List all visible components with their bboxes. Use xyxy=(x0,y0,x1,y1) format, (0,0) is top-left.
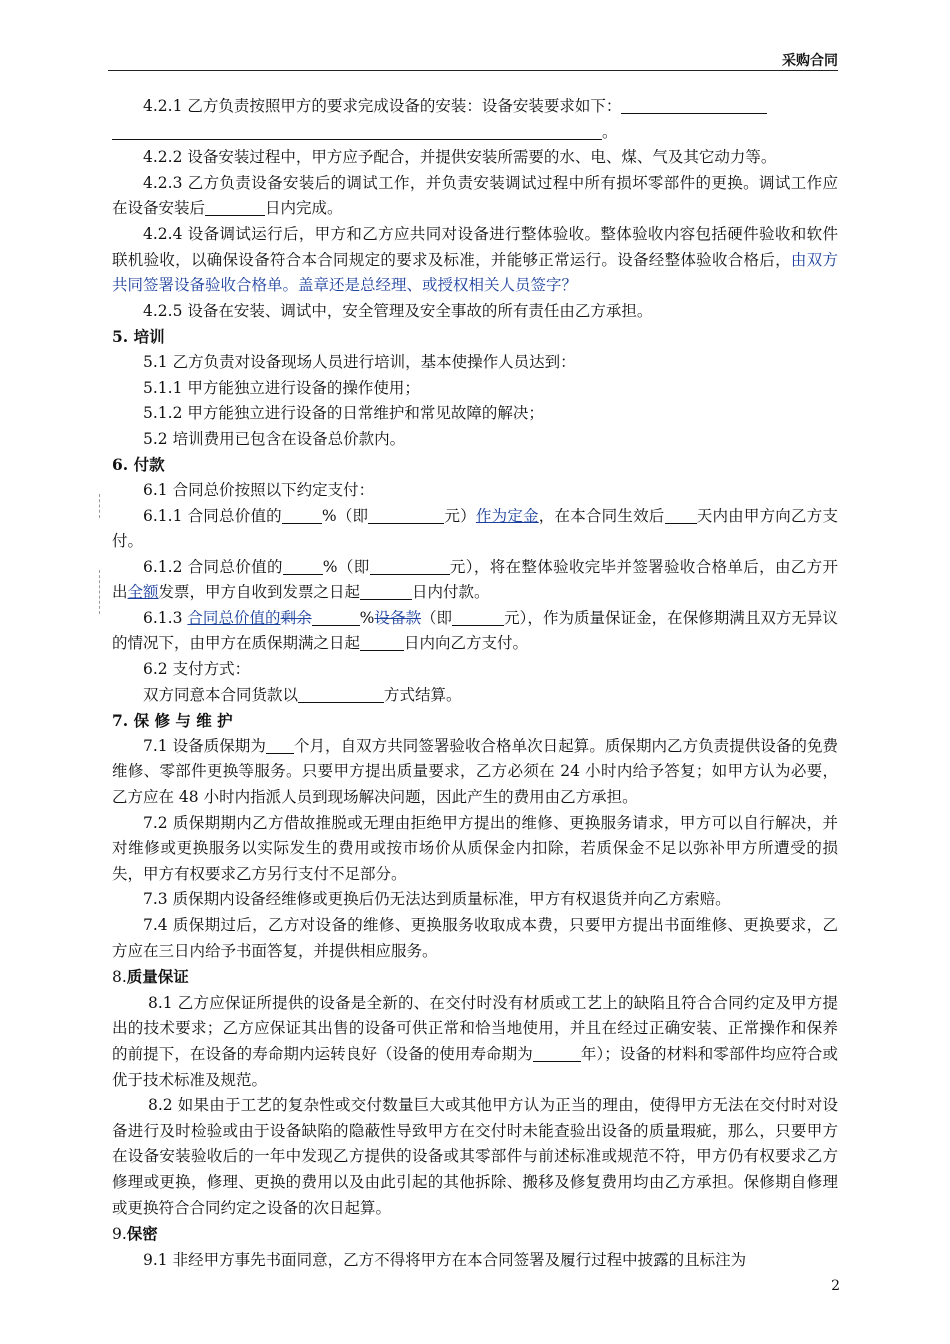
clause-4-2-1-continuation: 。 xyxy=(112,120,838,146)
clause-8-1: 8.1 乙方应保证所提供的设备是全新的、在交付时没有材质或工艺上的缺陷且符合合同约定及甲方提出的技术要求；乙方应保证其出售的设备可供正常和恰当地使用，并且在经过正确安装、正常操作和保养的前提下，在设备的寿命期内运转良好（设备的使用寿命期为 年）；设备的材料和零部件均应符合或优于技术标准及规范。 xyxy=(112,993,838,1089)
section-7-heading: 7. 保 修 与 维 护 xyxy=(112,711,233,731)
section-5-heading: 5. 培训 xyxy=(112,327,165,347)
clause-4-2-1: 4.2.1 乙方负责按照甲方的要求完成设备的安装：设备安装要求如下： xyxy=(112,94,838,120)
clause-6-1-3: 6.1.3 合同总价值的剩余 %设备款（即 元），作为质量保证金，在保修期满且双方无异议的情况下，由甲方在质保期满之日起 日内向乙方支付。 xyxy=(112,608,838,653)
clause-7-3: 7.3 质保期内设备经维修或更换后仍无法达到质量标准，甲方有权退货并向乙方索赔。 xyxy=(143,890,731,909)
clause-5-1: 5.1 乙方负责对设备现场人员进行培训，基本使操作人员达到： xyxy=(143,352,576,371)
clause-6-2: 6.2 支付方式： xyxy=(143,660,251,679)
clause-5-2: 5.2 培训费用已包含在设备总价款内。 xyxy=(143,429,406,448)
retention-days-blank xyxy=(360,632,404,651)
clause-6-1-2: 6.1.2 合同总价值的 %（即 元），将在整体验收完毕并签署验收合格单后，由乙方开出全额发票，甲方自收到发票之日起 日内付款。 xyxy=(112,557,838,602)
clause-4-2-2: 4.2.2 设备安装过程中，甲方应予配合，并提供安装所需要的水、电、煤、气及其它动力等。 xyxy=(143,148,777,167)
clause-7-4: 7.4 质保期过后，乙方对设备的维修、更换服务收取成本费，只要甲方提出书面维修、更换要求，乙方应在三日内给予书面答复，并提供相应服务。 xyxy=(112,916,838,960)
retention-percent-blank xyxy=(312,607,360,626)
clause-9-1: 9.1 非经甲方事先书面同意，乙方不得将甲方在本合同签署及履行过程中披露的且标注为 xyxy=(143,1250,747,1269)
warranty-months-blank xyxy=(266,735,294,754)
tracked-deletion: 设备款 xyxy=(374,608,422,627)
tracked-deletion: 剩余 xyxy=(280,608,312,627)
clause-4-2-3: 4.2.3 乙方负责设备安装后的调试工作，并负责安装调试过程中所有损坏零部件的更换。调试工作应在设备安装后 日内完成。 xyxy=(112,173,838,218)
deposit-days-blank xyxy=(665,505,697,524)
tracked-insertion: 合同总价值的 xyxy=(187,608,281,627)
deposit-percent-blank xyxy=(282,505,322,524)
revision-bar xyxy=(99,570,101,614)
clause-8-2: 8.2 如果由于工艺的复杂性或交付数量巨大或其他甲方认为正当的理由，使得甲方无法在交付时对设备进行及时检验或由于设备缺陷的隐蔽性导致甲方在交付时未能查验出设备的质量瑕疵，那么，只要甲方在设备安装验收后的一年中发现乙方提供的设备或其零部件与前述标准或规范不符，甲方仍有权要求乙方修理或更换，修理、更换的费用以及由此引起的其他拆除、搬移及修复费用均由乙方承担。保修期自修理或更换符合合同约定之设备的次日起算。 xyxy=(112,1096,838,1217)
clause-5-1-2: 5.1.2 甲方能独立进行设备的日常维护和常见故障的解决； xyxy=(143,404,544,423)
section-9-heading: 9.保密 xyxy=(112,1224,158,1244)
clause-4-2-4: 4.2.4 设备调试运行后，甲方和乙方应共同对设备进行整体验收。整体验收内容包括硬件验收和软件联机验收，以确保设备符合本合同规定的要求及标准，并能够正常运行。设备经整体验收合格后，由双方共同签署设备验收合格单。盖章还是总经理、或授权相关人员签字？ xyxy=(112,224,838,295)
acceptance-percent-blank xyxy=(283,556,323,575)
debug-days-blank xyxy=(205,197,265,216)
service-life-blank xyxy=(533,1043,581,1062)
section-8-heading: 8.质量保证 xyxy=(112,967,189,987)
acceptance-amount-blank xyxy=(370,556,450,575)
tracked-insertion: 全额 xyxy=(127,583,159,602)
clause-6-2-detail: 双方同意本合同货款以 方式结算。 xyxy=(143,685,462,704)
install-requirements-blank-2 xyxy=(112,121,602,140)
clause-4-2-5: 4.2.5 设备在安装、调试中，安全管理及安全事故的所有责任由乙方承担。 xyxy=(143,301,653,320)
header-title: 采购合同 xyxy=(782,53,838,69)
revision-bar xyxy=(99,494,101,518)
comment-text: 由双方共同签署设备验收合格单。盖章还是总经理、或授权相关人员签字？ xyxy=(112,250,838,295)
header-rule xyxy=(108,70,838,71)
clause-6-1: 6.1 合同总价按照以下约定支付： xyxy=(143,480,375,499)
deposit-amount-blank xyxy=(368,505,444,524)
clause-7-1: 7.1 设备质保期为 个月，自双方共同签署验收合格单次日起算。质保期内乙方负责提供设备的免费维修、零部件更换等服务。只要甲方提出质量要求，乙方必须在 24 小时内给予答复；如甲方认为必要，乙方应在 48 小时内指派人员到现场解决问题，因此产生的费用由乙方承担。 xyxy=(112,736,838,807)
clause-6-1-1: 6.1.1 合同总价值的 %（即 元）作为定金，在本合同生效后 天内由甲方向乙方支付。 xyxy=(112,506,838,551)
clause-7-2: 7.2 质保期期内乙方借故推脱或无理由拒绝甲方提出的维修、更换服务请求，甲方可以自行解决，并对维修或更换服务以实际发生的费用或按市场价从质保金内扣除，若质保金不足以弥补甲方所遭受的损失，甲方有权要求乙方另行支付不足部分。 xyxy=(112,813,838,883)
section-6-heading: 6. 付款 xyxy=(112,455,165,475)
invoice-days-blank xyxy=(360,581,412,600)
install-requirements-blank xyxy=(621,95,767,114)
tracked-insertion: 作为定金 xyxy=(475,506,539,525)
page-number: 2 xyxy=(831,1278,840,1294)
retention-amount-blank xyxy=(452,607,504,626)
clause-5-1-1: 5.1.1 甲方能独立进行设备的操作使用； xyxy=(143,378,420,397)
document-body xyxy=(112,94,838,1273)
payment-method-blank xyxy=(298,684,384,703)
